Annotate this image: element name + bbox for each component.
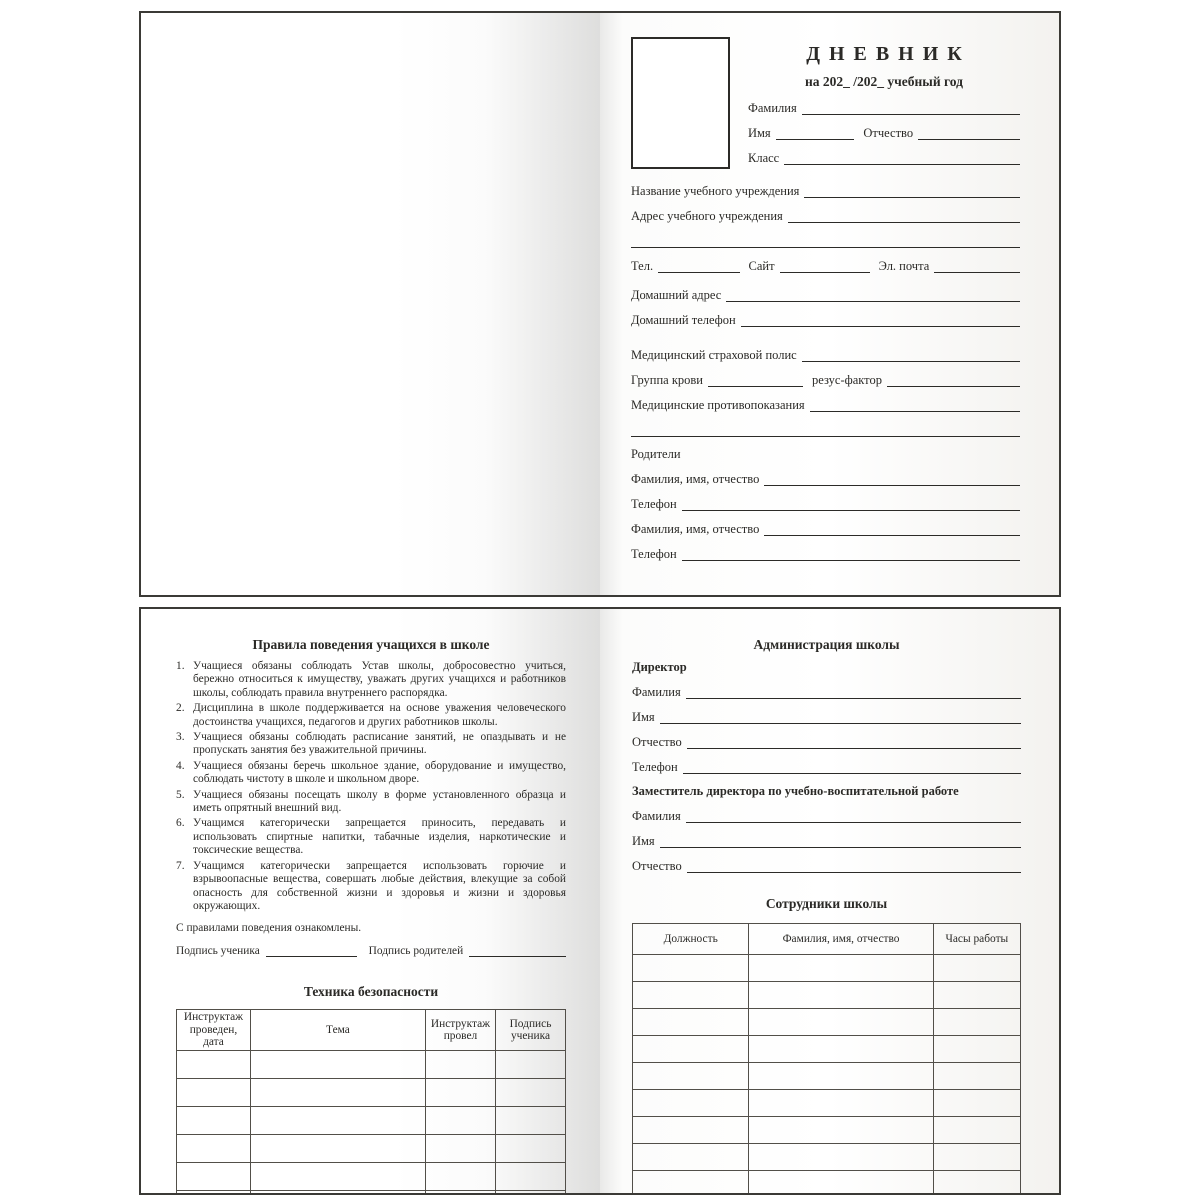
empty-cell [633, 1090, 749, 1117]
field-row-surname [748, 101, 1020, 115]
empty-cell [633, 1171, 749, 1196]
rule-item [176, 660, 566, 700]
rule-text: Учащимся категорически запрещается использовать горючие и взрывоопасные вещества, совершать любые действия, влекущие за собой опасность для собственной жизни и здоровья и жизни и здоровья окружающих. [193, 859, 566, 912]
diary-subtitle: на 202_ /202_ учебный год [805, 74, 963, 89]
rule-text: Учащиеся обязаны соблюдать Устав школы, добросовестно учиться, бережно относиться к имуществу, уважать других учащихся и работников школы, соблюдать правила внутреннего распорядка. [193, 660, 566, 699]
empty-cell [933, 1036, 1020, 1063]
field-label: Сайт [748, 259, 775, 273]
field-row-school-address [631, 209, 1020, 223]
field-label: резус-фактор [812, 373, 882, 387]
field-row-parent-fio [631, 522, 1020, 536]
field-line [660, 834, 1021, 848]
field-row-director-name [632, 710, 1021, 724]
field-label: Адрес учебного учреждения [631, 209, 783, 223]
empty-cell [425, 1050, 495, 1078]
empty-cell [749, 1090, 933, 1117]
table-row [633, 1009, 1021, 1036]
empty-cell [933, 1090, 1020, 1117]
empty-cell [933, 955, 1020, 982]
empty-cell [495, 1134, 565, 1162]
bottom-spread [139, 607, 1061, 1195]
field-row-director-surname [632, 685, 1021, 699]
rule-item [176, 789, 566, 816]
field-label: Фамилия, имя, отчество [631, 522, 760, 536]
field-label: Фамилия, имя, отчество [631, 472, 760, 486]
field-row-deputy-surname [632, 809, 1021, 823]
field-line [764, 472, 1020, 486]
field-label: Имя [748, 126, 771, 140]
field-row-blood-group [631, 373, 1020, 387]
safety-table-header-row [177, 1010, 566, 1051]
field-row-director-patronymic [632, 735, 1021, 749]
empty-cell [749, 1171, 933, 1196]
field-line [682, 547, 1020, 561]
empty-cell [749, 1009, 933, 1036]
rules-title: Правила поведения учащихся в школе [252, 637, 490, 652]
table-row [633, 1144, 1021, 1171]
field-line [918, 126, 1020, 140]
empty-cell [425, 1078, 495, 1106]
rule-text: Дисциплина в школе поддерживается на основе уважения человеческого достоинства учащихся, педагогов и других работников школы. [193, 702, 566, 728]
field-line [887, 373, 1020, 387]
table-row [177, 1190, 566, 1195]
staff-table-header-row [633, 924, 1021, 955]
field-line [780, 259, 870, 273]
empty-cell [425, 1190, 495, 1195]
field-line [788, 209, 1020, 223]
table-row [177, 1050, 566, 1078]
field-row-deputy-name [632, 834, 1021, 848]
safety-title: Техника безопасности [303, 984, 439, 1000]
table-row [633, 1090, 1021, 1117]
empty-cell [495, 1162, 565, 1190]
field-line [683, 760, 1021, 774]
table-row [633, 1036, 1021, 1063]
rule-item [176, 817, 566, 857]
empty-cell [633, 1036, 749, 1063]
field-line [802, 348, 1020, 362]
field-label: Тел. [631, 259, 654, 273]
field-label: Телефон [631, 547, 677, 561]
rule-number: 2. [176, 702, 185, 715]
table-row [633, 1171, 1021, 1196]
field-line [686, 809, 1021, 823]
rule-text: Учащимся категорически запрещается приносить, передавать и использовать спиртные напитки, табачные изделия, наркотические и токсические вещества. [193, 817, 566, 857]
empty-cell [749, 1144, 933, 1171]
director-label: Директор [632, 660, 687, 674]
empty-cell [633, 1063, 749, 1090]
rules-page [141, 609, 600, 1193]
field-row-parent-phone [631, 547, 1020, 561]
signature-row [176, 944, 566, 957]
field-line [741, 313, 1020, 327]
rule-item [176, 731, 566, 758]
field-row-continuation [631, 423, 1020, 437]
field-label: Эл. почта [878, 259, 930, 273]
empty-cell [177, 1050, 251, 1078]
field-line [682, 497, 1020, 511]
empty-cell [495, 1190, 565, 1195]
table-row [633, 1117, 1021, 1144]
field-label: Отчество [632, 735, 682, 749]
field-label: Медицинский страховой полис [631, 348, 797, 362]
field-label: Название учебного учреждения [631, 184, 800, 198]
rule-number: 5. [176, 788, 185, 801]
empty-cell [425, 1106, 495, 1134]
cover-header [631, 37, 1020, 169]
field-line [810, 398, 1020, 412]
table-row [633, 1063, 1021, 1090]
admin-page [600, 609, 1059, 1193]
field-label: Фамилия [748, 101, 797, 115]
empty-cell [250, 1106, 425, 1134]
signature-line [469, 944, 566, 957]
empty-cell [425, 1162, 495, 1190]
rule-item [176, 860, 566, 914]
empty-cell [933, 1063, 1020, 1090]
field-row-continuation [631, 234, 1020, 248]
rule-number: 7. [176, 859, 185, 872]
signature-line [266, 944, 357, 957]
empty-cell [633, 1144, 749, 1171]
empty-cell [933, 1009, 1020, 1036]
empty-cell [425, 1134, 495, 1162]
field-row-med-contraindications [631, 398, 1020, 412]
field-label: Телефон [631, 497, 677, 511]
rule-text: Учащиеся обязаны посещать школу в форме установленного образца и иметь опрятный внешний вид. [193, 788, 566, 815]
field-line [687, 859, 1021, 873]
empty-cell [633, 982, 749, 1009]
student-signature-label: Подпись ученика [176, 945, 260, 958]
empty-cell [749, 1063, 933, 1090]
field-row-home-phone [631, 313, 1020, 327]
parents-section-label: Родители [631, 447, 681, 461]
deputy-label: Заместитель директора по учебно-воспитательной работе [632, 784, 959, 798]
safety-table [176, 1009, 566, 1195]
table-row [177, 1078, 566, 1106]
field-line [686, 685, 1021, 699]
field-line [687, 735, 1021, 749]
field-line [934, 259, 1020, 273]
admin-title: Администрация школы [753, 637, 900, 652]
field-row-class [748, 151, 1020, 165]
field-line [776, 126, 855, 140]
rule-item [176, 760, 566, 787]
column-header: Подпись ученика [495, 1010, 565, 1051]
table-row [177, 1162, 566, 1190]
field-line [726, 288, 1020, 302]
staff-title: Сотрудники школы [765, 896, 888, 911]
empty-cell [250, 1190, 425, 1195]
empty-cell [250, 1050, 425, 1078]
field-row-home-address [631, 288, 1020, 302]
empty-cell [250, 1078, 425, 1106]
diary-title: ДНЕВНИК [806, 43, 971, 65]
field-line [631, 423, 1020, 437]
rule-text: Учащиеся обязаны соблюдать расписание занятий, не опаздывать и не пропускать занятия без уважительной причины. [193, 731, 566, 757]
empty-cell [933, 1144, 1020, 1171]
column-header: Часы работы [933, 924, 1020, 955]
empty-cell [495, 1050, 565, 1078]
acknowledgement-text: С правилами поведения ознакомлены. [176, 922, 362, 935]
field-label: Имя [632, 710, 655, 724]
rule-item [176, 702, 566, 729]
empty-cell [250, 1162, 425, 1190]
field-label: Фамилия [632, 685, 681, 699]
cover-page [600, 13, 1059, 595]
photo-placeholder-box [631, 37, 730, 169]
field-label: Отчество [632, 859, 682, 873]
rule-text: Учащиеся обязаны беречь школьное здание, оборудование и имущество, соблюдать чистоту в школе и школьном дворе. [193, 759, 566, 786]
field-row-director-phone [632, 760, 1021, 774]
empty-cell [633, 1117, 749, 1144]
cover-title-block [748, 37, 1020, 169]
rules-list [176, 660, 566, 913]
field-row-phone-site-email [631, 259, 1020, 273]
field-line [660, 710, 1021, 724]
column-header: Фамилия, имя, отчество [749, 924, 933, 955]
parents-signature-label: Подпись родителей [368, 945, 464, 958]
field-line [802, 101, 1020, 115]
field-line [764, 522, 1020, 536]
empty-cell [177, 1190, 251, 1195]
rule-number: 4. [176, 759, 185, 772]
field-label: Фамилия [632, 809, 681, 823]
empty-cell [250, 1134, 425, 1162]
blank-left-page [141, 13, 600, 595]
empty-cell [749, 1036, 933, 1063]
empty-cell [933, 1171, 1020, 1196]
table-row [177, 1106, 566, 1134]
field-row-name-patronymic [748, 126, 1020, 140]
column-header: Тема [250, 1010, 425, 1051]
field-row-med-policy [631, 348, 1020, 362]
field-label: Домашний адрес [631, 288, 722, 302]
column-header: Должность [633, 924, 749, 955]
staff-table [632, 923, 1021, 1195]
column-header: Инструктаж проведен, дата [177, 1010, 251, 1051]
top-spread [139, 11, 1061, 597]
empty-cell [933, 1117, 1020, 1144]
field-line [804, 184, 1020, 198]
field-label: Домашний телефон [631, 313, 736, 327]
field-row-parent-fio [631, 472, 1020, 486]
field-row-parent-phone [631, 497, 1020, 511]
table-row [633, 955, 1021, 982]
field-label: Медицинские противопоказания [631, 398, 805, 412]
empty-cell [177, 1162, 251, 1190]
field-row-deputy-patronymic [632, 859, 1021, 873]
rule-number: 6. [176, 817, 185, 830]
field-label: Имя [632, 834, 655, 848]
rule-number: 1. [176, 660, 185, 672]
field-label: Класс [748, 151, 780, 165]
empty-cell [495, 1106, 565, 1134]
empty-cell [933, 982, 1020, 1009]
rule-number: 3. [176, 731, 185, 744]
empty-cell [177, 1078, 251, 1106]
empty-cell [495, 1078, 565, 1106]
field-label: Отчество [863, 126, 914, 140]
field-label: Телефон [632, 760, 678, 774]
table-row [633, 982, 1021, 1009]
table-row [177, 1134, 566, 1162]
empty-cell [633, 955, 749, 982]
field-label: Группа крови [631, 373, 703, 387]
empty-cell [749, 955, 933, 982]
empty-cell [749, 982, 933, 1009]
field-line [658, 259, 739, 273]
empty-cell [749, 1117, 933, 1144]
empty-cell [633, 1009, 749, 1036]
empty-cell [177, 1106, 251, 1134]
field-row-school-name [631, 184, 1020, 198]
field-line [631, 234, 1020, 248]
column-header: Инструктаж провел [425, 1010, 495, 1051]
field-line [784, 151, 1020, 165]
field-line [708, 373, 803, 387]
empty-cell [177, 1134, 251, 1162]
